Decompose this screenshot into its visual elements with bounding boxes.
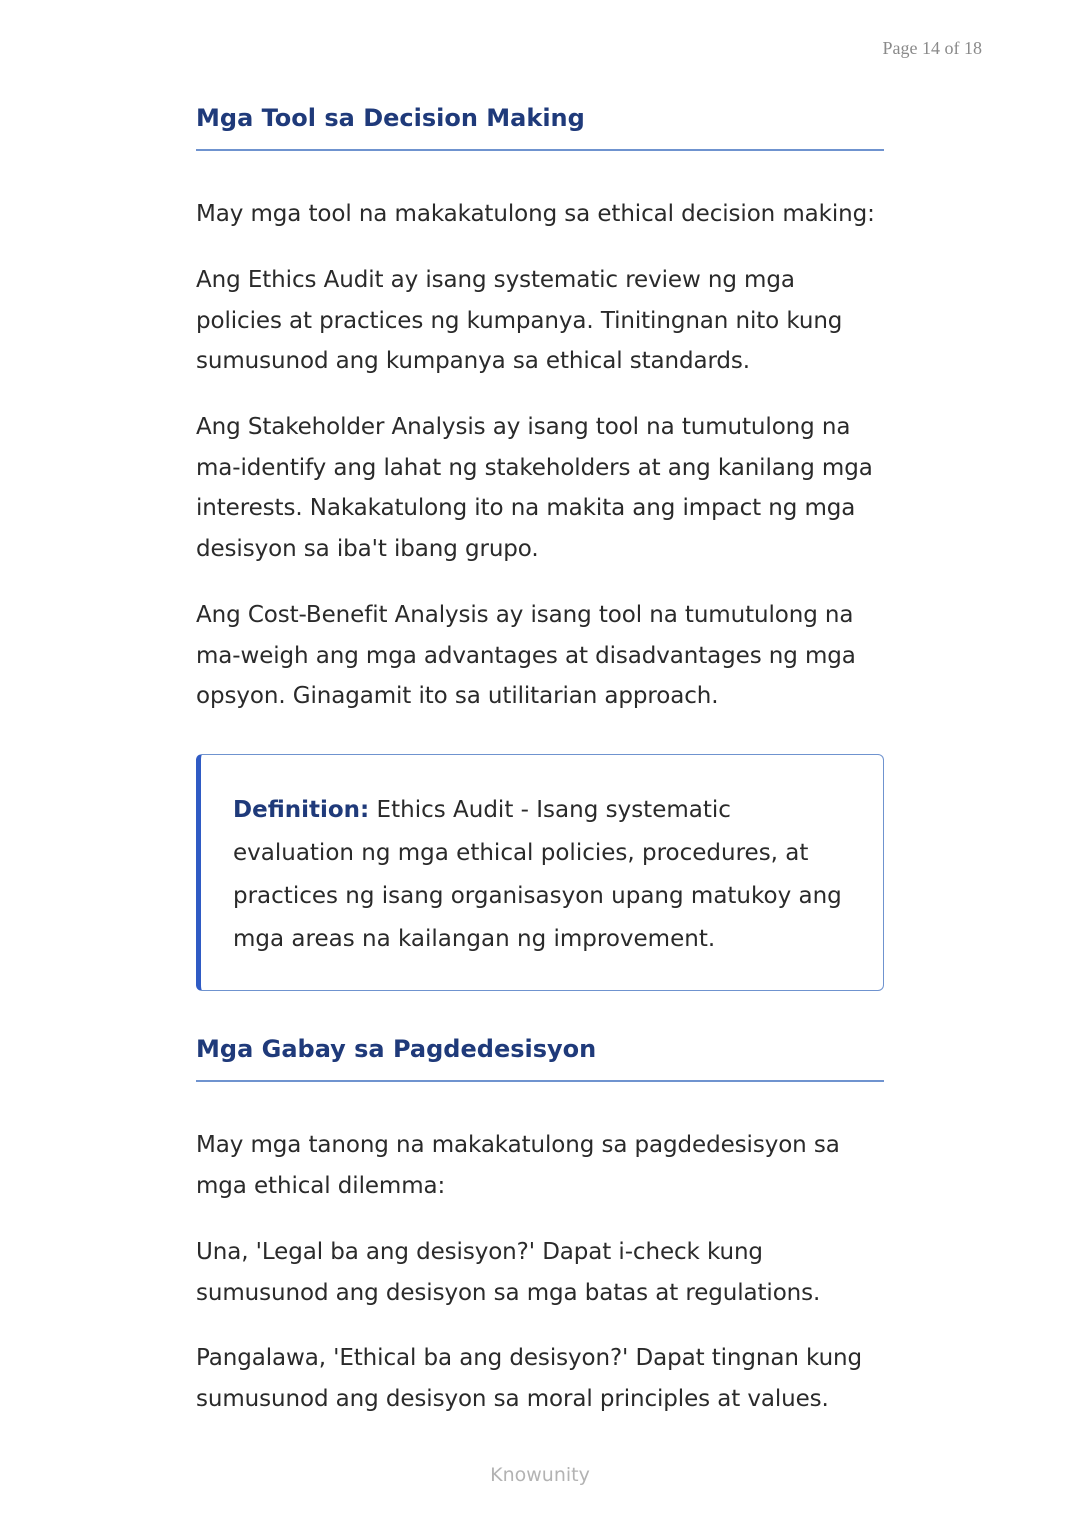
page-number: Page 14 of 18 (882, 38, 982, 58)
section-tools (196, 104, 884, 151)
definition-text (233, 789, 853, 961)
definition-box (196, 754, 884, 991)
section-heading-guides: Mga Gabay sa Pagdedesisyon (196, 1035, 884, 1082)
paragraph-ethics-audit: Ang Ethics Audit ay isang systematic review ng mga policies at practices ng kumpanya. Tinitingnan nito kung sumusunod ang kumpanya sa ethical standards. (196, 267, 843, 374)
section-guides (196, 1035, 884, 1082)
footer-brand: Knowunity (490, 1464, 590, 1486)
definition-body: Ethics Audit - Isang systematic evaluation ng mga ethical policies, procedures, at practices ng isang organisasyon upang matukoy ang mga areas na kailangan ng improvement. (233, 797, 842, 952)
paragraph-cost-benefit-analysis: Ang Cost-Benefit Analysis ay isang tool na tumutulong na ma-weigh ang mga advantages at disadvantages ng mga opsyon. Ginagamit ito sa utilitarian approach. (196, 602, 856, 709)
section-heading-tools: Mga Tool sa Decision Making (196, 104, 884, 151)
paragraph-legal-question: Una, 'Legal ba ang desisyon?' Dapat i-check kung sumusunod ang desisyon sa mga batas at regulations. (196, 1239, 821, 1306)
definition-label: Definition: (233, 797, 370, 823)
paragraph-intro-tools: May mga tool na makakatulong sa ethical decision making: (196, 201, 875, 227)
paragraph-stakeholder-analysis: Ang Stakeholder Analysis ay isang tool na tumutulong na ma-identify ang lahat ng stakeholders at ang kanilang mga interests. Nakakatulong ito na makita ang impact ng mga desisyon sa iba't ibang grupo. (196, 414, 873, 562)
paragraph-intro-guides: May mga tanong na makakatulong sa pagdedesisyon sa mga ethical dilemma: (196, 1132, 840, 1199)
paragraph-ethical-question: Pangalawa, 'Ethical ba ang desisyon?' Dapat tingnan kung sumusunod ang desisyon sa moral principles at values. (196, 1345, 863, 1412)
